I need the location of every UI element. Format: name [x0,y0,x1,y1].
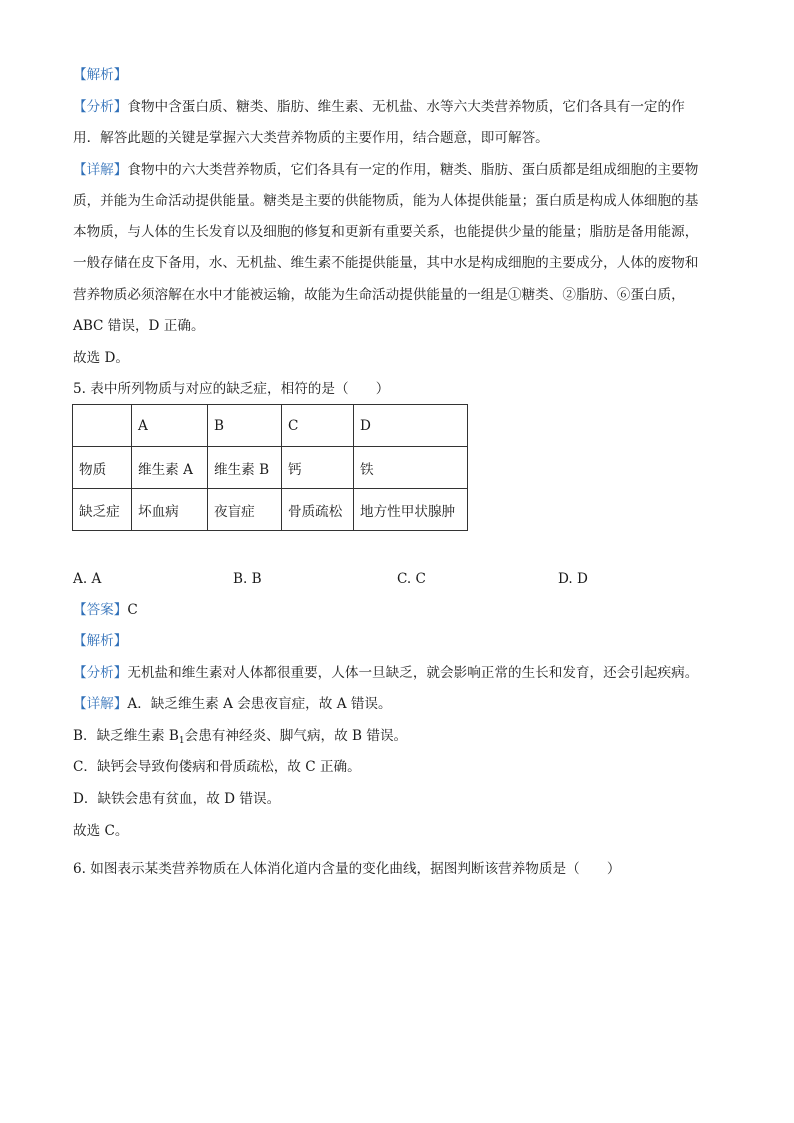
q5-fenxi-text: 无机盐和维生素对人体都很重要，人体一旦缺乏，就会影响正常的生长和发育，还会引起疾病。 [127,665,699,681]
q5-fenxi-tag: 【分析】 [73,665,128,681]
answer-tag: 【答案】 [73,602,128,618]
xiangjie-text-6: ABC 错误，D 正确。 [73,318,205,334]
q5-conclusion: 故选 C。 [73,823,129,839]
table-cell: 坏血病 [132,489,208,531]
q5-xiangjie-line-a [73,695,392,713]
table-cell: 维生素 A [132,447,208,489]
fenxi-text-2: 用．解答此题的关键是掌握六大类营养物质的主要作用，结合题意，即可解答。 [73,130,549,146]
table-cell: 钙 [282,447,354,489]
table-cell: 物质 [73,447,132,489]
fenxi-tag: 【分析】 [73,99,128,115]
table-row [73,489,468,531]
xiangjie-tag: 【详解】 [73,162,128,178]
table-cell: 缺乏症 [73,489,132,531]
q5-option-c: C. C [397,571,426,587]
analysis-line-1 [73,98,685,116]
q5-analysis-tag: 【解析】 [73,633,128,649]
xiangjie-text-2: 质，并能为生命活动提供能量。糖类是主要的供能物质，能为人体提供能量；蛋白质是构成人体细胞的基 [73,193,699,209]
xiangjie-text-4: 一般存储在皮下备用，水、无机盐、维生素不能提供能量，其中水是构成细胞的主要成分，人体的废物和 [73,255,699,271]
q5-xiangjie-c: C．缺钙会导致佝偻病和骨质疏松，故 C 正确。 [73,759,361,775]
table-row [73,405,468,447]
q5-xiangjie-d: D．缺铁会患有贫血，故 D 错误。 [73,791,281,807]
xiangjie-text-1: 食物中的六大类营养物质，它们各具有一定的作用，糖类、脂肪、蛋白质都是组成细胞的主要物 [127,162,699,178]
fenxi-text-1: 食物中含蛋白质、糖类、脂肪、维生素、无机盐、水等六大类营养物质，它们各具有一定的作 [127,99,685,115]
table-cell: 铁 [354,447,468,489]
table-row [73,447,468,489]
table-cell: 夜盲症 [208,489,282,531]
table-cell: D [354,405,468,447]
table-cell: C [282,405,354,447]
table-cell [73,405,132,447]
q5-option-a: A. A [73,571,102,587]
q5-xiangjie-tag: 【详解】 [73,696,128,712]
q5-fenxi-line [73,664,698,682]
q5-question: 5. 表中所列物质与对应的缺乏症，相符的是（ ） [73,381,390,397]
q5-xiangjie-line-b [73,727,407,750]
table-cell: 骨质疏松 [282,489,354,531]
q5-table [72,404,468,531]
table-cell: B [208,405,282,447]
answer-value: C [127,602,138,618]
subscript-1: 1 [178,736,185,746]
detail-line-1 [73,161,698,179]
q5-option-d: D. D [558,571,588,587]
q5-answer-line [73,601,138,619]
q5-xiangjie-b-post: 会患有神经炎、脚气病，故 B 错误。 [184,728,408,744]
xiangjie-text-5: 营养物质必须溶解在水中才能被运输，故能为生命活动提供能量的一组是①糖类、②脂肪、⑥蛋白质， [73,287,685,303]
q6-question: 6. 如图表示某类营养物质在人体消化道内含量的变化曲线，据图判断该营养物质是（ ） [73,861,621,877]
table-cell: 维生素 B [208,447,282,489]
xiangjie-text-3: 本物质，与人体的生长发育以及细胞的修复和更新有重要关系，也能提供少量的能量；脂肪是备用能源， [73,224,699,240]
analysis-tag: 【解析】 [73,67,128,83]
table-cell: 地方性甲状腺肿 [354,489,468,531]
q5-option-b: B. B [233,571,262,587]
q5-xiangjie-a: A．缺乏维生素 A 会患夜盲症，故 A 错误。 [127,696,392,712]
table-cell: A [132,405,208,447]
conclusion-1: 故选 D。 [73,350,130,366]
q5-xiangjie-b-pre: B．缺乏维生素 B [73,728,179,744]
